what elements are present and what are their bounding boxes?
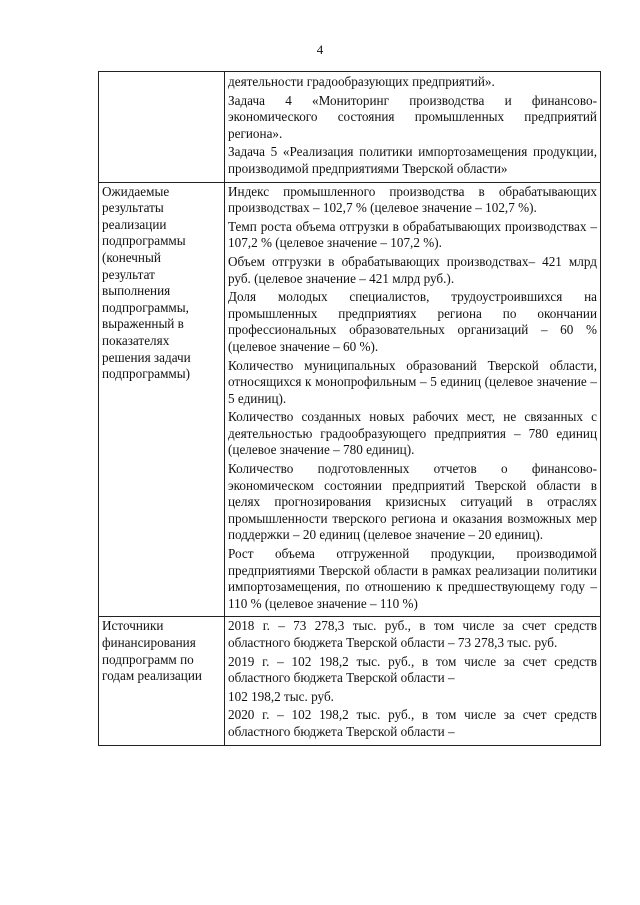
row-label-line: результат	[102, 266, 155, 282]
content-paragraph: Рост объема отгруженной продукции, производимой предприятиями Тверской области в рамках реализации политики импортозамещения, по отношению к предшествующему году – 110 % (целевое значение – 110 %)	[228, 546, 597, 611]
content-paragraph: Доля молодых специалистов, трудоустроившихся на промышленных предприятиях региона по окончании профессиональных образовательных организаций – 60 % (целевое значение – 60 %).	[228, 289, 597, 354]
row-label-line: Ожидаемые	[102, 183, 170, 199]
row-label-line: подпрограмм по	[102, 651, 194, 667]
row-content-cell	[225, 617, 601, 745]
row-content-cell	[225, 72, 601, 183]
row-label-cell	[99, 182, 225, 617]
row-label-line: финансирования	[102, 635, 196, 650]
content-paragraph: Объем отгрузки в обрабатывающих производствах– 421 млрд руб. (целевое значение – 421 млрд руб.).	[228, 253, 597, 286]
row-label-line: Источники	[102, 618, 164, 634]
table-body	[99, 72, 601, 746]
row-label-line: решения задачи	[102, 349, 191, 365]
content-paragraph: деятельности градообразующих предприятий».	[228, 74, 495, 89]
row-label-line: выполнения	[102, 283, 171, 299]
subprogram-passport-table	[98, 71, 601, 746]
row-label-line: (конечный	[102, 249, 161, 265]
table-row	[99, 617, 601, 745]
row-label-cell	[99, 617, 225, 745]
content-paragraph: Количество созданных новых рабочих мест, не связанных с деятельностью градообразующего предприятия – 780 единиц (целевое значение – 780 единиц).	[228, 409, 597, 458]
row-label-line: выраженный в	[102, 316, 184, 332]
content-paragraph: Задача 4 «Мониторинг производства и финансово-экономического состояния промышленных предприятий региона».	[228, 92, 597, 141]
row-label-line: подпрограммы	[102, 233, 186, 249]
row-label-line: показателях	[102, 332, 170, 348]
table-row	[99, 72, 601, 183]
row-label-cell	[99, 72, 225, 183]
row-label-line: годам реализации	[102, 668, 202, 684]
page-number: 4	[316, 42, 324, 57]
table-row	[99, 182, 601, 617]
row-label-line: результаты	[102, 200, 164, 216]
content-paragraph: Задача 5 «Реализация политики импортозамещения продукции, производимой предприятиями Тверской области»	[228, 144, 597, 176]
row-label-line: подпрограммы)	[102, 366, 191, 382]
content-paragraph: 2020 г. – 102 198,2 тыс. руб., в том числе за счет средств областного бюджета Тверской области –	[228, 707, 597, 739]
content-paragraph: 2018 г. – 73 278,3 тыс. руб., в том числе за счет средств областного бюджета Тверской области – 73 278,3 тыс. руб.	[228, 618, 597, 650]
content-paragraph: Количество подготовленных отчетов о финансово-экономическом состоянии предприятий Тверской области в целях прогнозирования кризисных ситуаций в отраслях промышленности тверского региона и оказания возможных мер поддержки – 20 единиц (целевое значение – 20 единиц).	[228, 461, 597, 543]
row-content-cell	[225, 182, 601, 617]
row-label-line: подпрограммы,	[102, 299, 189, 315]
row-label-line: реализации	[102, 216, 167, 232]
content-paragraph: Темп роста объема отгрузки в обрабатывающих производствах – 107,2 % (целевое значение – 107,2 %).	[228, 218, 597, 251]
content-paragraph: Количество муниципальных образований Тверской области, относящихся к монопрофильным – 5 единиц (целевое значение – 5 единиц).	[228, 357, 597, 406]
content-paragraph: 102 198,2 тыс. руб.	[228, 688, 334, 704]
content-paragraph: Индекс промышленного производства в обрабатывающих производствах – 102,7 % (целевое значение – 102,7 %).	[228, 183, 597, 216]
content-paragraph: 2019 г. – 102 198,2 тыс. руб., в том числе за счет средств областного бюджета Тверской области –	[228, 653, 597, 686]
